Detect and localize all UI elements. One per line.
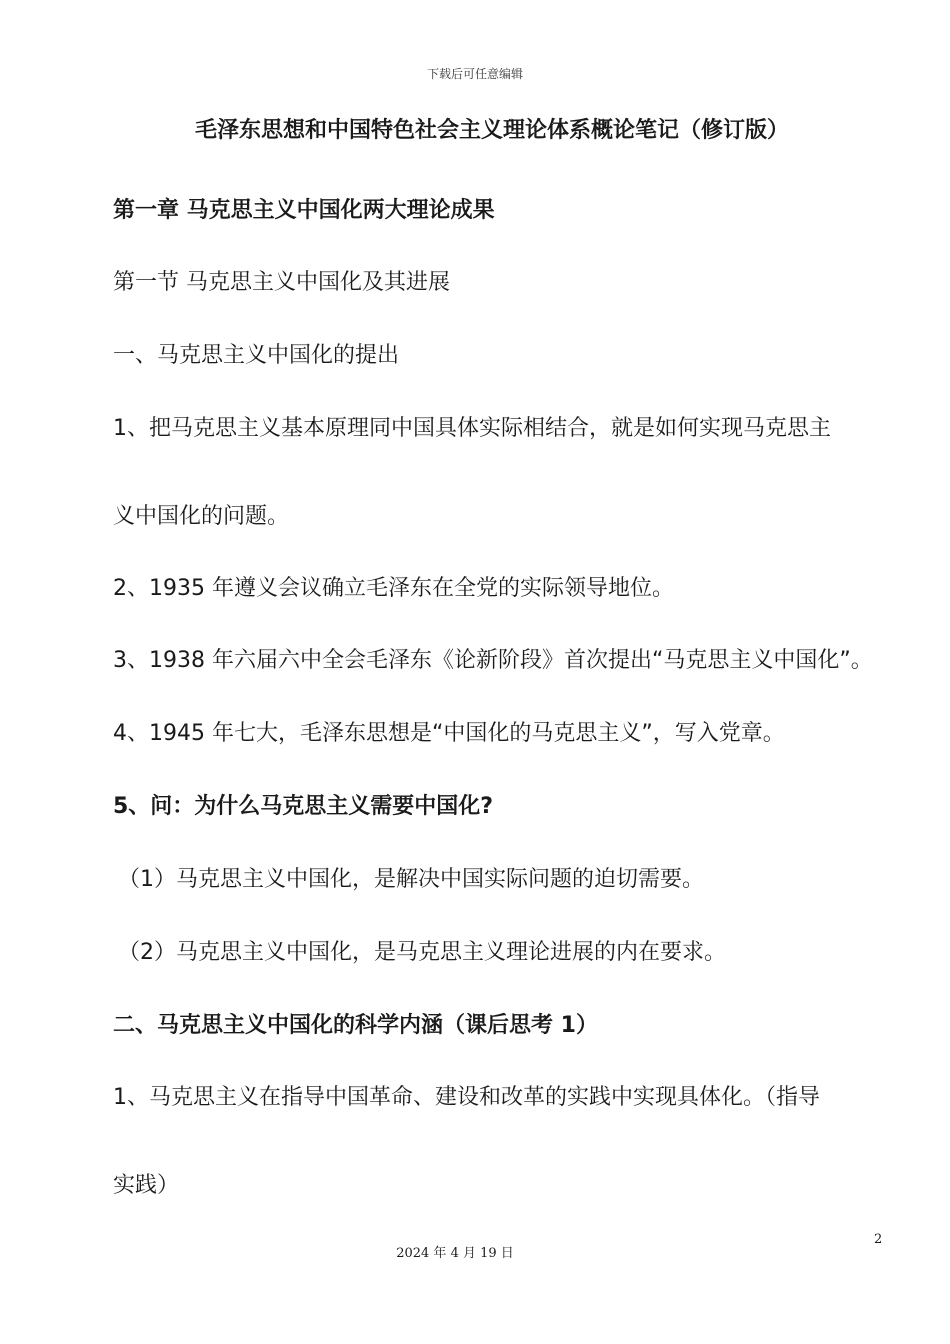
footer-date: 2024 年 4 月 19 日 xyxy=(396,1246,514,1261)
part-one-heading: 一、马克思主义中国化的提出 xyxy=(113,343,400,368)
part-two-item-1-line-2: 实践） xyxy=(113,1173,180,1198)
header-note: 下载后可任意编辑 xyxy=(426,67,523,81)
page-number: 2 xyxy=(874,1232,883,1247)
document-title: 毛泽东思想和中国特色社会主义理论体系概论笔记（修订版） xyxy=(194,118,789,143)
answer-item-1: （1）马克思主义中国化，是解决中国实际问题的迫切需要。 xyxy=(118,867,704,892)
chapter-heading: 第一章 马克思主义中国化两大理论成果 xyxy=(113,198,495,223)
list-item-2: 2、1935 年遵义会议确立毛泽东在全党的实际领导地位。 xyxy=(113,576,674,601)
answer-item-2: （2）马克思主义中国化，是马克思主义理论进展的内在要求。 xyxy=(118,940,726,965)
list-item-4: 4、1945 年七大，毛泽东思想是“中国化的马克思主义”，写入党章。 xyxy=(113,721,785,746)
list-item-3: 3、1938 年六届六中全会毛泽东《论新阶段》首次提出“马克思主义中国化”。 xyxy=(113,648,873,673)
section-heading: 第一节 马克思主义中国化及其进展 xyxy=(113,270,450,295)
list-item-1-line-1: 1、把马克思主义基本原理同中国具体实际相结合，就是如何实现马克思主 xyxy=(113,416,831,441)
list-item-5-question: 5、问：为什么马克思主义需要中国化? xyxy=(113,794,494,819)
part-two-heading: 二、马克思主义中国化的科学内涵（课后思考 1） xyxy=(113,1013,598,1038)
list-item-1-line-2: 义中国化的问题。 xyxy=(113,504,290,529)
part-two-item-1-line-1: 1、马克思主义在指导中国革命、建设和改革的实践中实现具体化。（指导 xyxy=(113,1085,820,1110)
